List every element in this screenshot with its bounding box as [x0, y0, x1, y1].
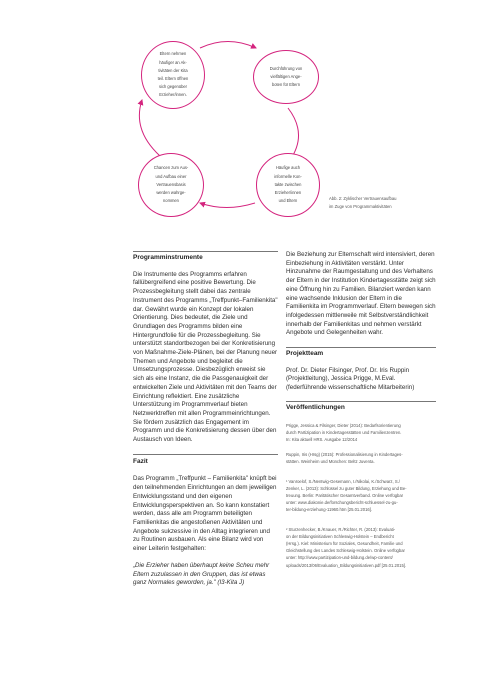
cycle-node-frequent-contacts: Häufige auch informelle Kon- takte zwischen Erzieher/innen und Eltern: [256, 153, 320, 217]
section-rule: [286, 347, 436, 348]
reference-item: Ruppin, Iris (Hrsg) (2015): Professionalisierung in Kindertages- stätten. Weinheim und München: Beltz Juventa.: [286, 452, 403, 465]
right-column: [286, 251, 436, 569]
reference-item: Prigge, Jessica & Filsinger, Dieter (2014): Bedarfsorientierung durch Partizipation in Kindertagesstätten und Familienzentren. In: Kita aktuell HRS. Ausgabe 12/2014: [286, 422, 402, 442]
reference-item: ² Sturzenhecker, B./Knauer, R./Richter, R. (2013): Evaluati- on der Bildungsinitiativen Schleswig-Holstein – Endbericht (Hrsg.). Kiel: Ministerium für Soziales, Gesundheit, Familie und Gleichstellung des Landes Schleswig-Holstein. Online verfügbar unter: http://www.partizipation-und-bildung.de/wp-content/ uploads/2013/06/Evaluation_Bildungsinitiativen.pdf [25.01.2015].: [286, 526, 407, 568]
section-rule: [133, 454, 278, 455]
figure-caption: Abb. 2: Zyklischer Vertrauensaufbau im Zuge von Programmaktivitäten: [329, 196, 397, 209]
section-rule: [286, 401, 436, 402]
paragraph-elternschaft: Die Beziehung zur Elternschaft wird intensiviert, deren Einbeziehung in Aktivitäten verstärkt. Unter Hinzunahme der Raumgestaltung und des Verhaltens der Eltern in der Institution Kindertagesstätte zeigt sich eine Öffnung hin zu Familien. Bilanziert werden kann eine wachsende Inklusion der Eltern in die Familienkita im Programmverlauf. Eltern bewegen sich infolgedessen mittlerweile mit Selbstverständlichkeit innerhalb der Familienkitas und nehmen verstärkt Angebote und Gelegenheiten wahr.: [286, 251, 436, 337]
paragraph-projektteam: Prof. Dr. Dieter Filsinger, Prof. Dr. Iris Ruppin (Projektleitung), Jessica Prigge, M.Eval. (federführende wissenschaftliche Mitarbeiterin): [286, 366, 415, 392]
paragraph-instrumente: Die Instrumente des Programms erfahren fallübergreifend eine positive Bewertung. Die Prozessbegleitung stellt dabei das zentrale Instrument des Programms „Treffpunkt–Familienkita" dar. Gewährt wurde ein Konzept der lokalen Orientierung. Dies bedeutet, die Ziele und Grundlagen des Programms bilden eine Hintergrundfolie für die Prozessbegleitung. Sie unterstützt standortbezogen bei der Konkretisierung von Maßnahme-Ziele-Plänen, bei der Planung neuer Themen und Angebote und begleitet die Umsetzungsprozesse. Diesbezüglich erweist sie sich als eine Instanz, die die Passgenauigkeit der entwickelten Ziele und Aktivitäten mit den Teams der Einrichtung reflektiert. Eine zusätzliche Unterstützung im Programmverlauf bieten Netzwerktreffen mit allen Programmeinrichtungen. Sie fördern zusätzlich das Engagement im Programm und die Konkretisierung dessen über den Austausch von Ideen.: [133, 270, 278, 444]
heading-programminstrumente: Programminstrumente: [133, 254, 203, 261]
reference-item: ¹ Vanroelof, S./Nentwig-Gesemann, I./Nikolai, K./Schwarz, S./ Zenker, L. (2013): Schlüssel zu guter Bildung, Erziehung und Be- treuung. Berlin: Paritätischer Gesamtverband. Online verfügbar unter: www.diakonie.de/forschungsbericht-schluessel-zu-gu- ter-bildung-erziehung-11960.htm [25.01.2016].: [286, 478, 407, 513]
heading-fazit: Fazit: [133, 457, 148, 465]
leader-quote: „Die Erzieher haben überhaupt keine Scheu mehr Eltern zuzulassen in den Gruppen, das ist etwas ganz Normales geworden, ja." (I3-Kita J): [133, 561, 270, 587]
section-rule: [133, 251, 278, 252]
paragraph-fazit: Das Programm „Treffpunkt – Familienkita" knüpft bei den teilnehmenden Einrichtungen an dem jeweiligen Entwicklungsstand und den eigenen Entwicklungsperspektiven an. So kann konstatiert werden, dass alle am Programm beteiligten Familienkitas die angestoßenen Aktivitäten und Angebote sukzessive in den Alltag integrieren und zu Routinen ausbauen. Als eine Bilanz wird von einer Leiterin festgehalten:: [133, 475, 277, 553]
cycle-arrow-bottom: [200, 203, 255, 208]
cycle-node-offers-for-parents: Durchführung von vielfältigen Ange- boten für Eltern: [253, 50, 319, 104]
heading-veroeffentlichungen: Veröffentlichungen: [286, 403, 345, 411]
heading-projektteam: Projektteam: [286, 350, 324, 358]
cycle-arrow-left: [139, 100, 160, 156]
cycle-node-trust-basis: Chancen zum Aus- und Aufbau einer Vertrauensbasis werden wahrge- nommen: [138, 153, 204, 217]
cycle-node-parents-participate: Eltern nehmen häufiger an Ak- tivitäten der Kita teil. Eltern öffnen sich gegenüber Erzieher/innen.: [141, 41, 205, 109]
left-column: [133, 251, 278, 588]
cycle-arrow-top: [200, 42, 256, 49]
